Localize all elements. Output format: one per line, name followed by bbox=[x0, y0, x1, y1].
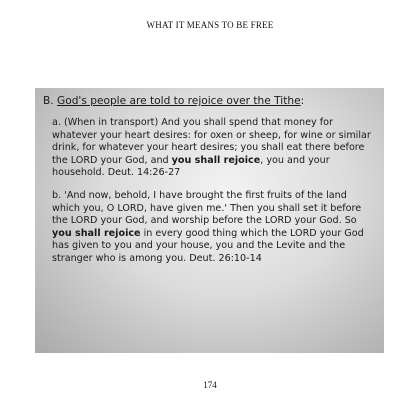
paragraph-b-bold: you shall rejoice bbox=[52, 227, 141, 239]
heading-suffix: : bbox=[300, 95, 305, 107]
paragraph-a-text-1: a. (When in transport) And you shall spend that money for whatever your heart desires: for oxen or sheep, for wine or similar drink, for whatever your heart desires; you shall eat there before the LORD your God, and bbox=[52, 117, 371, 166]
paragraph-b bbox=[52, 190, 376, 266]
slide-image bbox=[35, 88, 384, 353]
heading-underlined: God's people are told to rejoice over the Tithe bbox=[57, 95, 301, 107]
slide-heading bbox=[43, 95, 376, 108]
paragraph-b-text-1: b. 'And now, behold, I have brought the first fruits of the land which you, O LORD, have given me.' Then you shall set it before the LORD your God, and worship before the LORD your God. So bbox=[52, 189, 362, 227]
paragraph-b-text-2: in every good thing which the LORD your God has given to you and your house, you and the Levite and the stranger who is among you. Deut. 26:10-14 bbox=[52, 227, 364, 264]
paragraph-a-text-2: , you and your household. Deut. 14:26-27 bbox=[52, 154, 330, 179]
heading-prefix: B. bbox=[43, 95, 58, 107]
paragraph-a bbox=[52, 117, 376, 180]
paragraph-a-bold: you shall rejoice bbox=[171, 154, 261, 166]
page-header: WHAT IT MEANS TO BE FREE bbox=[146, 20, 274, 30]
page-number: 174 bbox=[203, 380, 217, 390]
